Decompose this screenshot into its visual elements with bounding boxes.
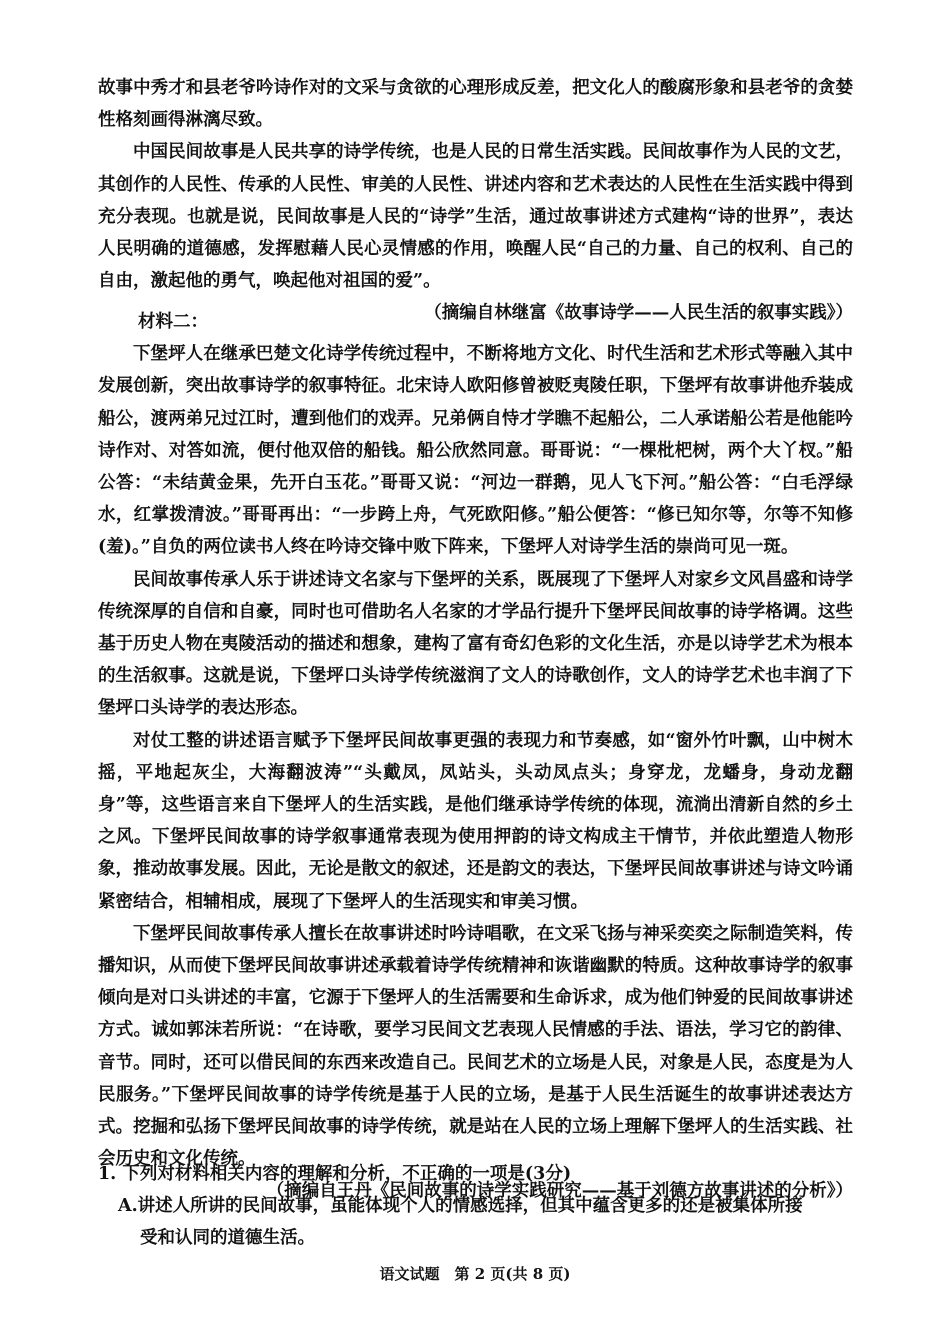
- paragraph-ouyang-xiu-story: 下堡坪人在继承巴楚文化诗学传统过程中，不断将地方文化、时代生活和艺术形式等融入其中发展创新，突出故事诗学的叙事特征。北宋诗人欧阳修曾被贬夷陵任职，下堡坪有故事讲他乔装成船公，渡两弟兄过江时，遭到他们的戏弄。兄弟俩自恃才学瞧不起船公，二人承诺船公若是他能吟诗作对、对答如流，便付他双倍的船钱。船公欣然同意。哥哥说：“一棵枇杷树，两个大丫杈。”船公答：“未结黄金果，先开白玉花。”哥哥又说：“河边一群鹅，见人飞下河。”船公答：“白毛浮绿水，红掌拨清波。”哥哥再出：“一步跨上舟，气死欧阳修。”船公便答：“修已知尔等，尔等不知修(羞)。”自负的两位读书人终在吟诗交锋中败下阵来，下堡坪人对诗学生活的崇尚可见一斑。: [98, 344, 853, 558]
- text-column-top: [98, 72, 853, 330]
- source-citation-2: （摘编自王丹《民间故事的诗学实践研究——基于刘德方故事讲述的分析》）: [266, 1181, 853, 1202]
- text-column-material2: [98, 306, 853, 1208]
- paragraph-folk-stories-people: 中国民间故事是人民共享的诗学传统，也是人民的日常生活实践。民间故事作为人民的文艺，其创作的人民性、传承的人民性、审美的人民性、讲述内容和艺术表达的人民性在生活实践中得到充分表现。也就是说，民间故事是人民的“诗学”生活，通过故事讲述方式建构“诗的世界”，表达人民明确的道德感，发挥慰藉人民心灵情感的作用，唤醒人民“自己的力量、自己的权利、自己的自由，激起他的勇气，唤起他对祖国的爱”。: [98, 142, 853, 292]
- page-footer: 语文试题 第 2 页(共 8 页): [379, 1265, 571, 1283]
- option-a-letter: A.: [118, 1196, 138, 1216]
- question-1-stem: 1. 下列对材料相关内容的理解和分析，不正确的一项是(3分): [98, 1164, 572, 1184]
- paragraph-continuation: 故事中秀才和县老爷吟诗作对的文采与贪欲的心理形成反差，把文化人的酸腐形象和县老爷的贪婪性格刻画得淋漓尽致。: [98, 78, 853, 131]
- question-1-option-a: [98, 1190, 858, 1254]
- source-citation-1: （摘编自林继富《故事诗学——人民生活的叙事实践》）: [424, 303, 853, 324]
- paragraph-famous-writers: 民间故事传承人乐于讲述诗文名家与下堡坪的关系，既展现了下堡坪人对家乡文风昌盛和诗学传统深厚的自信和自豪，同时也可借助名人名家的才学品行提升下堡坪民间故事的诗学格调。这些基于历史人物在夷陵活动的描述和想象，建构了富有奇幻色彩的文化生活，亦是以诗学艺术为根本的生活叙事。这就是说，下堡坪口头诗学传统滋润了文人的诗歌创作，文人的诗学艺术也丰润了下堡坪口头诗学的表达形态。: [98, 569, 853, 719]
- paragraph-storyteller-poetics: 下堡坪民间故事传承人擅长在故事讲述时吟诗唱歌，在文采飞扬与神采奕奕之际制造笑料，传播知识，从而使下堡坪民间故事讲述承载着诗学传统精神和诙谐幽默的特质。这种故事诗学的叙事倾向是对口头讲述的丰富，它源于下堡坪人的生活需要和生命诉求，成为他们钟爱的民间故事讲述方式。诚如郭沫若所说：“在诗歌，要学习民间文艺表现人民情感的手法、语法，学习它的韵律、音节。同时，还可以借民间的东西来改造自己。民间艺术的立场是人民，对象是人民，态度是为人民服务。”下堡坪民间故事的诗学传统是基于人民的立场，是基于人民生活诞生的故事讲述表达方式。挖掘和弘扬下堡坪民间故事的诗学传统，就是站在人民的立场上理解下堡坪人的生活实践、社会历史和文化传统。: [98, 923, 853, 1170]
- option-a-line1: 讲述人所讲的民间故事，虽能体现个人的情感选择，但其中蕴含更多的还是被集体所接: [137, 1196, 803, 1216]
- option-a-line2: 受和认同的道德生活。: [140, 1228, 315, 1248]
- question-1: [98, 1158, 858, 1254]
- paragraph-parallel-language: 对仗工整的讲述语言赋予下堡坪民间故事更强的表现力和节奏感，如“窗外竹叶飘，山中树木摇，平地起灰尘，大海翻波涛”“头戴凤，凤站头，头动凤点头；身穿龙，龙蟠身，身动龙翻身”等，这些语言来自下堡坪人的生活实践，是他们继承诗学传统的体现，流淌出清新自然的乡土之风。下堡坪民间故事的诗学叙事通常表现为使用押韵的诗文构成主干情节，并依此塑造人物形象，推动故事发展。因此，无论是散文的叙述，还是韵文的表达，下堡坪民间故事讲述与诗文吟诵紧密结合，相辅相成，展现了下堡坪人的生活现实和审美习惯。: [98, 730, 853, 912]
- material-2-label: 材料二：: [138, 312, 208, 332]
